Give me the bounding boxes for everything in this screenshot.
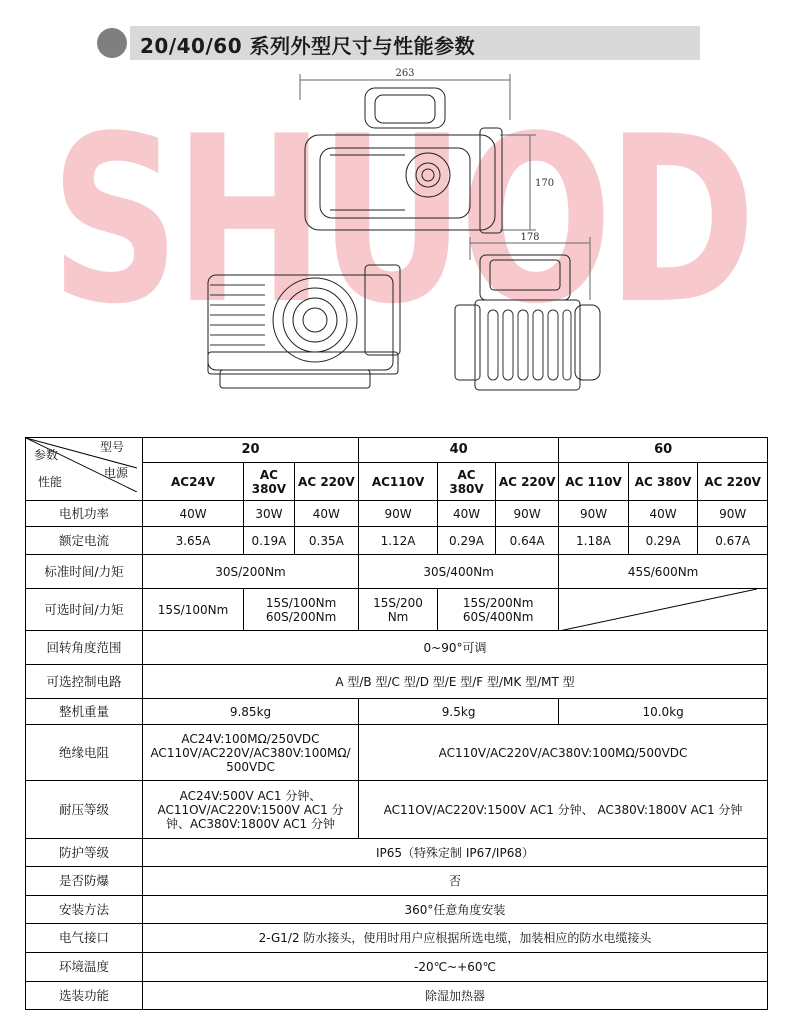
table-cell: 0.64A — [496, 527, 559, 555]
table-cell: 1.12A — [359, 527, 438, 555]
table-row — [26, 781, 768, 839]
table-cell: 360°任意角度安装 — [142, 896, 767, 924]
table-cell: 15S/100Nm 60S/200Nm — [244, 589, 359, 631]
spec-table — [25, 437, 768, 1010]
table-row — [26, 953, 768, 982]
table-cell: 90W — [559, 501, 629, 527]
table-row — [26, 501, 768, 527]
corner-model: 型号 — [100, 440, 125, 454]
table-row — [26, 699, 768, 725]
group-60: 60 — [559, 438, 768, 463]
voltage-header: AC 220V — [294, 463, 358, 501]
table-cell: 15S/200 Nm — [359, 589, 438, 631]
page-title: 20/40/60 系列外型尺寸与性能参数 — [140, 34, 476, 58]
table-cell: 0~90°可调 — [142, 631, 767, 665]
voltage-header: AC 220V — [496, 463, 559, 501]
table-cell: 3.65A — [142, 527, 243, 555]
table-row — [26, 631, 768, 665]
table-cell: 15S/200Nm 60S/400Nm — [438, 589, 559, 631]
table-cell: 40W — [438, 501, 496, 527]
table-cell: AC11OV/AC220V:1500V AC1 分钟、 AC380V:1800V AC1 分钟 — [359, 781, 768, 839]
table-cell: 10.0kg — [559, 699, 768, 725]
row-label: 是否防爆 — [26, 867, 143, 896]
table-row — [26, 982, 768, 1010]
voltage-header: AC 220V — [698, 463, 768, 501]
row-label: 耐压等级 — [26, 781, 143, 839]
table-cell: 30W — [244, 501, 295, 527]
row-label: 电机功率 — [26, 501, 143, 527]
table-cell: 2-G1/2 防水接头，使用时用户应根据所选电缆，加装相应的防水电缆接头 — [142, 924, 767, 953]
table-cell: 90W — [496, 501, 559, 527]
table-cell: 0.67A — [698, 527, 768, 555]
table-cell: 9.85kg — [142, 699, 358, 725]
table-cell: 90W — [359, 501, 438, 527]
table-cell: A 型/B 型/C 型/D 型/E 型/F 型/MK 型/MT 型 — [142, 665, 767, 699]
table-cell: -20℃~+60℃ — [142, 953, 767, 982]
table-cell: 30S/400Nm — [359, 555, 559, 589]
table-cell: 除湿加热器 — [142, 982, 767, 1010]
table-cell: 0.35A — [294, 527, 358, 555]
table-row — [26, 725, 768, 781]
row-label: 可选时间/力矩 — [26, 589, 143, 631]
table-cell: AC110V/AC220V/AC380V:100MΩ/500VDC — [359, 725, 768, 781]
corner-cell — [26, 438, 143, 501]
table-cell: IP65（特殊定制 IP67/IP68） — [142, 839, 767, 867]
voltage-header: AC110V — [359, 463, 438, 501]
row-label: 绝缘电阻 — [26, 725, 143, 781]
row-label: 防护等级 — [26, 839, 143, 867]
table-cell: 0.19A — [244, 527, 295, 555]
dim-width-side: 178 — [520, 232, 540, 243]
table-cell: 否 — [142, 867, 767, 896]
table-cell: 0.29A — [628, 527, 698, 555]
table-cell: 40W — [142, 501, 243, 527]
table-cell: 15S/100Nm — [142, 589, 243, 631]
table-cell: 45S/600Nm — [559, 555, 768, 589]
voltage-header: AC 110V — [559, 463, 629, 501]
table-cell: 90W — [698, 501, 768, 527]
table-cell: 9.5kg — [359, 699, 559, 725]
table-cell: AC24V:500V AC1 分钟、 AC11OV/AC220V:1500V AC1 分 钟、AC380V:1800V AC1 分钟 — [142, 781, 358, 839]
table-cell: 1.18A — [559, 527, 629, 555]
table-cell: 0.29A — [438, 527, 496, 555]
table-cell: AC24V:100MΩ/250VDC AC110V/AC220V/AC380V:100MΩ/ 500VDC — [142, 725, 358, 781]
row-label: 标准时间/力矩 — [26, 555, 143, 589]
table-row — [26, 527, 768, 555]
title-bullet-icon — [97, 28, 127, 58]
row-label: 安装方法 — [26, 896, 143, 924]
row-label: 环境温度 — [26, 953, 143, 982]
voltage-header: AC 380V — [438, 463, 496, 501]
table-row — [26, 839, 768, 867]
table-cell: 40W — [294, 501, 358, 527]
table-row — [26, 867, 768, 896]
row-label: 选装功能 — [26, 982, 143, 1010]
empty-cell — [559, 589, 768, 631]
voltage-header: AC 380V — [244, 463, 295, 501]
corner-perf: 性能 — [38, 475, 63, 489]
row-label: 可选控制电路 — [26, 665, 143, 699]
table-row — [26, 896, 768, 924]
row-label: 回转角度范围 — [26, 631, 143, 665]
row-label: 额定电流 — [26, 527, 143, 555]
voltage-header: AC24V — [142, 463, 243, 501]
table-row — [26, 555, 768, 589]
group-40: 40 — [359, 438, 559, 463]
row-label: 电气接口 — [26, 924, 143, 953]
svg-text:SHUOD: SHUOD — [50, 95, 750, 335]
dim-width-top: 263 — [395, 68, 415, 79]
voltage-header: AC 380V — [628, 463, 698, 501]
corner-params: 参数 — [34, 448, 59, 462]
table-row — [26, 924, 768, 953]
group-20: 20 — [142, 438, 358, 463]
row-label: 整机重量 — [26, 699, 143, 725]
table-cell: 30S/200Nm — [142, 555, 358, 589]
dim-height-top: 170 — [535, 178, 555, 189]
corner-power: 电源 — [104, 466, 129, 480]
table-row — [26, 589, 768, 631]
outline-drawing — [180, 60, 620, 410]
table-cell: 40W — [628, 501, 698, 527]
table-row — [26, 665, 768, 699]
